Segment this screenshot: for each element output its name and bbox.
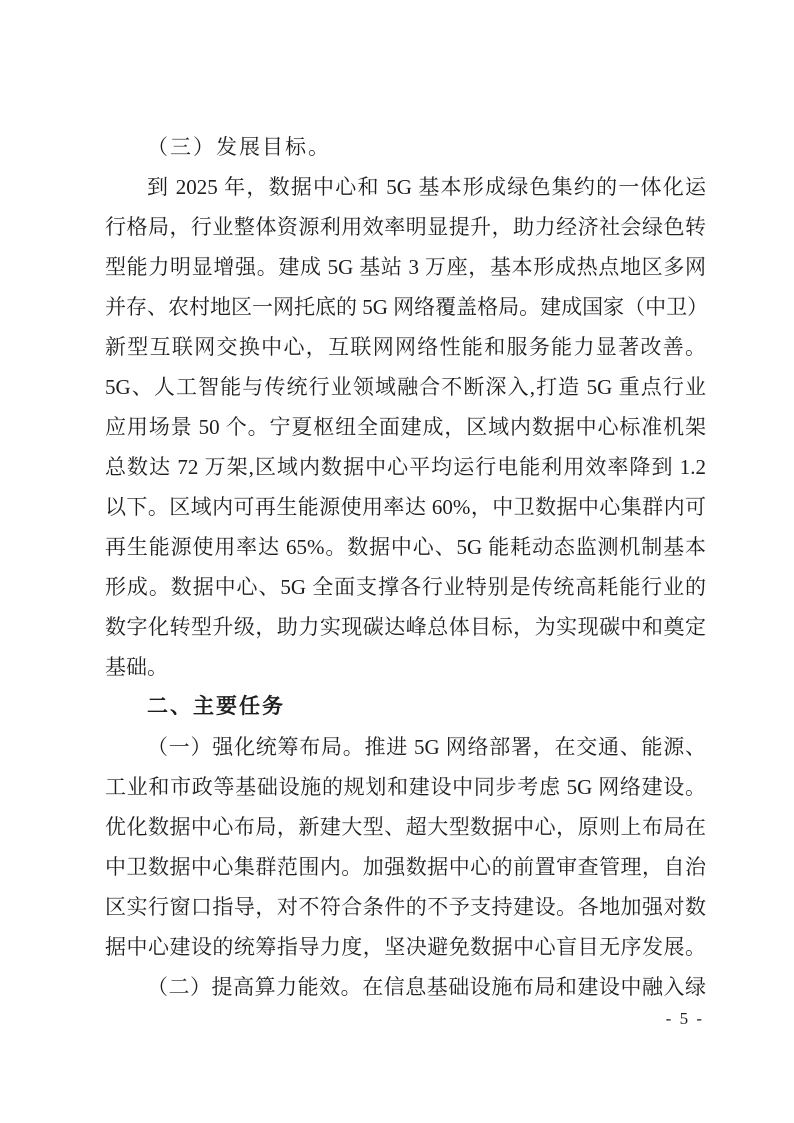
text-line: 中卫数据中心集群范围内。加强数据中心的前置审查管理，自治 xyxy=(105,855,706,879)
text-line: 形成。数据中心、5G 全面支撑各行业特别是传统高耗能行业的 xyxy=(105,575,706,599)
text-line: 优化数据中心布局，新建大型、超大型数据中心，原则上布局在 xyxy=(105,815,706,839)
text-line: 工业和市政等基础设施的规划和建设中同步考虑 5G 网络建设。 xyxy=(105,775,706,799)
text-line: （二）提高算力能效。在信息基础设施布局和建设中融入绿 xyxy=(147,975,706,999)
text-line: 基础。 xyxy=(105,655,168,679)
text-line: 应用场景 50 个。宁夏枢纽全面建成，区域内数据中心标准机架 xyxy=(105,415,706,439)
text-line: 数字化转型升级，助力实现碳达峰总体目标，为实现碳中和奠定 xyxy=(105,615,706,639)
text-line: 总数达 72 万架,区域内数据中心平均运行电能利用效率降到 1.2 xyxy=(105,455,706,479)
text-line: 型能力明显增强。建成 5G 基站 3 万座，基本形成热点地区多网 xyxy=(105,255,706,279)
text-line: 到 2025 年，数据中心和 5G 基本形成绿色集约的一体化运 xyxy=(147,175,706,199)
section-heading-development-goals: （三）发展目标。 xyxy=(147,135,331,159)
text-line: 再生能源使用率达 65%。数据中心、5G 能耗动态监测机制基本 xyxy=(105,535,706,559)
text-line: 新型互联网交换中心，互联网网络性能和服务能力显著改善。 xyxy=(105,335,706,359)
document-body xyxy=(105,127,709,1007)
text-line: （一）强化统筹布局。推进 5G 网络部署，在交通、能源、 xyxy=(147,735,706,759)
text-line: 5G、人工智能与传统行业领域融合不断深入,打造 5G 重点行业 xyxy=(105,375,706,399)
text-line: 以下。区域内可再生能源使用率达 60%，中卫数据中心集群内可 xyxy=(105,495,706,519)
page-number: - 5 - xyxy=(665,1009,704,1028)
text-line: 区实行窗口指导，对不符合条件的不予支持建设。各地加强对数 xyxy=(105,895,706,919)
text-line: 行格局，行业整体资源利用效率明显提升，助力经济社会绿色转 xyxy=(105,215,706,239)
text-line: 据中心建设的统筹指导力度，坚决避免数据中心盲目无序发展。 xyxy=(105,935,706,959)
section-heading-main-tasks: 二、主要任务 xyxy=(147,695,285,718)
text-line: 并存、农村地区一网托底的 5G 网络覆盖格局。建成国家（中卫） xyxy=(105,295,709,319)
